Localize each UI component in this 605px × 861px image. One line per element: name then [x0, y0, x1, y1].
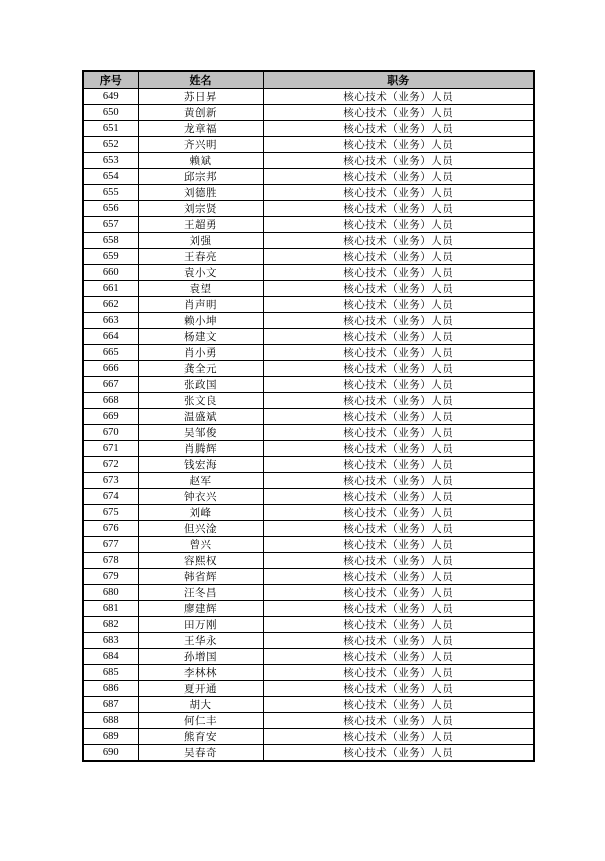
name-cell: 刘德胜	[138, 185, 263, 201]
position-cell: 核心技术（业务）人员	[263, 569, 534, 585]
position-cell: 核心技术（业务）人员	[263, 553, 534, 569]
serial-number-cell: 667	[83, 377, 138, 393]
position-cell: 核心技术（业务）人员	[263, 681, 534, 697]
name-cell: 孙增国	[138, 649, 263, 665]
position-cell: 核心技术（业务）人员	[263, 361, 534, 377]
table-row	[83, 233, 534, 249]
position-cell: 核心技术（业务）人员	[263, 729, 534, 745]
table-row	[83, 649, 534, 665]
table-row	[83, 153, 534, 169]
serial-number-cell: 665	[83, 345, 138, 361]
name-cell: 黄创新	[138, 105, 263, 121]
serial-number-cell: 658	[83, 233, 138, 249]
serial-number-cell: 653	[83, 153, 138, 169]
position-cell: 核心技术（业务）人员	[263, 313, 534, 329]
serial-number-cell: 661	[83, 281, 138, 297]
name-cell: 何仁丰	[138, 713, 263, 729]
name-cell: 钱宏海	[138, 457, 263, 473]
serial-number-cell: 683	[83, 633, 138, 649]
name-cell: 廖建辉	[138, 601, 263, 617]
name-cell: 苏日昇	[138, 89, 263, 105]
table-row	[83, 505, 534, 521]
position-cell: 核心技术（业务）人员	[263, 249, 534, 265]
name-cell: 刘宗贤	[138, 201, 263, 217]
position-cell: 核心技术（业务）人员	[263, 489, 534, 505]
table-row	[83, 185, 534, 201]
position-cell: 核心技术（业务）人员	[263, 137, 534, 153]
serial-number-cell: 671	[83, 441, 138, 457]
name-cell: 王春亮	[138, 249, 263, 265]
position-cell: 核心技术（业务）人员	[263, 713, 534, 729]
serial-number-cell: 675	[83, 505, 138, 521]
table-row	[83, 409, 534, 425]
position-cell: 核心技术（业务）人员	[263, 121, 534, 137]
table-row	[83, 537, 534, 553]
name-cell: 李林林	[138, 665, 263, 681]
name-cell: 刘峰	[138, 505, 263, 521]
table-row	[83, 617, 534, 633]
table-row	[83, 89, 534, 105]
name-cell: 刘强	[138, 233, 263, 249]
name-cell: 但兴淦	[138, 521, 263, 537]
position-cell: 核心技术（业务）人员	[263, 745, 534, 762]
position-cell: 核心技术（业务）人员	[263, 425, 534, 441]
serial-number-cell: 681	[83, 601, 138, 617]
table-row	[83, 681, 534, 697]
table-row	[83, 521, 534, 537]
serial-number-cell: 672	[83, 457, 138, 473]
table-row	[83, 553, 534, 569]
position-cell: 核心技术（业务）人员	[263, 521, 534, 537]
serial-number-cell: 656	[83, 201, 138, 217]
table-row	[83, 377, 534, 393]
serial-number-cell: 687	[83, 697, 138, 713]
position-cell: 核心技术（业务）人员	[263, 649, 534, 665]
position-cell: 核心技术（业务）人员	[263, 617, 534, 633]
personnel-table	[82, 70, 535, 762]
name-cell: 张政国	[138, 377, 263, 393]
position-cell: 核心技术（业务）人员	[263, 169, 534, 185]
table-row	[83, 713, 534, 729]
serial-number-cell: 680	[83, 585, 138, 601]
table-header-row	[83, 71, 534, 89]
serial-number-cell: 682	[83, 617, 138, 633]
serial-number-cell: 673	[83, 473, 138, 489]
table-row	[83, 665, 534, 681]
serial-number-cell: 676	[83, 521, 138, 537]
serial-number-cell: 649	[83, 89, 138, 105]
serial-number-cell: 688	[83, 713, 138, 729]
table-row	[83, 345, 534, 361]
position-cell: 核心技术（业务）人员	[263, 473, 534, 489]
table-row	[83, 457, 534, 473]
table-row	[83, 281, 534, 297]
serial-number-cell: 690	[83, 745, 138, 762]
name-cell: 邱宗邦	[138, 169, 263, 185]
name-cell: 钟衣兴	[138, 489, 263, 505]
position-cell: 核心技术（业务）人员	[263, 233, 534, 249]
name-cell: 龙章福	[138, 121, 263, 137]
name-cell: 齐兴明	[138, 137, 263, 153]
serial-number-cell: 674	[83, 489, 138, 505]
name-cell: 温盛斌	[138, 409, 263, 425]
name-cell: 杨建文	[138, 329, 263, 345]
table-row	[83, 297, 534, 313]
serial-number-cell: 654	[83, 169, 138, 185]
serial-number-cell: 684	[83, 649, 138, 665]
serial-number-cell: 650	[83, 105, 138, 121]
table-row	[83, 329, 534, 345]
position-cell: 核心技术（业务）人员	[263, 409, 534, 425]
serial-number-cell: 689	[83, 729, 138, 745]
header-position: 职务	[263, 71, 534, 89]
header-name: 姓名	[138, 71, 263, 89]
name-cell: 夏开通	[138, 681, 263, 697]
table-row	[83, 137, 534, 153]
position-cell: 核心技术（业务）人员	[263, 585, 534, 601]
table-row	[83, 121, 534, 137]
serial-number-cell: 662	[83, 297, 138, 313]
position-cell: 核心技术（业务）人员	[263, 265, 534, 281]
position-cell: 核心技术（业务）人员	[263, 505, 534, 521]
serial-number-cell: 659	[83, 249, 138, 265]
table-row	[83, 393, 534, 409]
position-cell: 核心技术（业务）人员	[263, 185, 534, 201]
position-cell: 核心技术（业务）人员	[263, 633, 534, 649]
serial-number-cell: 677	[83, 537, 138, 553]
name-cell: 汪冬昌	[138, 585, 263, 601]
table-row	[83, 201, 534, 217]
serial-number-cell: 678	[83, 553, 138, 569]
position-cell: 核心技术（业务）人员	[263, 665, 534, 681]
name-cell: 容熙权	[138, 553, 263, 569]
position-cell: 核心技术（业务）人员	[263, 345, 534, 361]
serial-number-cell: 651	[83, 121, 138, 137]
serial-number-cell: 670	[83, 425, 138, 441]
name-cell: 肖声明	[138, 297, 263, 313]
name-cell: 张文良	[138, 393, 263, 409]
table-row	[83, 697, 534, 713]
serial-number-cell: 663	[83, 313, 138, 329]
position-cell: 核心技术（业务）人员	[263, 217, 534, 233]
serial-number-cell: 664	[83, 329, 138, 345]
name-cell: 吴春奇	[138, 745, 263, 762]
serial-number-cell: 685	[83, 665, 138, 681]
header-serial-number: 序号	[83, 71, 138, 89]
name-cell: 赖斌	[138, 153, 263, 169]
name-cell: 田万刚	[138, 617, 263, 633]
name-cell: 吴邹俊	[138, 425, 263, 441]
table-row	[83, 265, 534, 281]
table-row	[83, 425, 534, 441]
name-cell: 王华永	[138, 633, 263, 649]
table-row	[83, 633, 534, 649]
table-row	[83, 473, 534, 489]
table-row	[83, 489, 534, 505]
name-cell: 赖小坤	[138, 313, 263, 329]
name-cell: 袁望	[138, 281, 263, 297]
position-cell: 核心技术（业务）人员	[263, 153, 534, 169]
position-cell: 核心技术（业务）人员	[263, 601, 534, 617]
table-row	[83, 585, 534, 601]
serial-number-cell: 686	[83, 681, 138, 697]
name-cell: 胡大	[138, 697, 263, 713]
position-cell: 核心技术（业务）人员	[263, 377, 534, 393]
position-cell: 核心技术（业务）人员	[263, 105, 534, 121]
position-cell: 核心技术（业务）人员	[263, 537, 534, 553]
position-cell: 核心技术（业务）人员	[263, 201, 534, 217]
serial-number-cell: 655	[83, 185, 138, 201]
table-row	[83, 361, 534, 377]
name-cell: 袁小文	[138, 265, 263, 281]
position-cell: 核心技术（业务）人员	[263, 297, 534, 313]
position-cell: 核心技术（业务）人员	[263, 441, 534, 457]
serial-number-cell: 657	[83, 217, 138, 233]
serial-number-cell: 666	[83, 361, 138, 377]
table-row	[83, 249, 534, 265]
table-row	[83, 729, 534, 745]
serial-number-cell: 668	[83, 393, 138, 409]
position-cell: 核心技术（业务）人员	[263, 457, 534, 473]
table-row	[83, 217, 534, 233]
name-cell: 熊育安	[138, 729, 263, 745]
table-row	[83, 169, 534, 185]
table-row	[83, 569, 534, 585]
name-cell: 韩省辉	[138, 569, 263, 585]
name-cell: 龚全元	[138, 361, 263, 377]
name-cell: 肖小勇	[138, 345, 263, 361]
serial-number-cell: 669	[83, 409, 138, 425]
name-cell: 赵军	[138, 473, 263, 489]
table-row	[83, 441, 534, 457]
position-cell: 核心技术（业务）人员	[263, 281, 534, 297]
name-cell: 肖腾辉	[138, 441, 263, 457]
position-cell: 核心技术（业务）人员	[263, 329, 534, 345]
position-cell: 核心技术（业务）人员	[263, 89, 534, 105]
name-cell: 王超勇	[138, 217, 263, 233]
table-row	[83, 601, 534, 617]
serial-number-cell: 660	[83, 265, 138, 281]
serial-number-cell: 679	[83, 569, 138, 585]
serial-number-cell: 652	[83, 137, 138, 153]
name-cell: 曾兴	[138, 537, 263, 553]
position-cell: 核心技术（业务）人员	[263, 393, 534, 409]
table-row	[83, 313, 534, 329]
table-row	[83, 105, 534, 121]
table-row	[83, 745, 534, 762]
table-body	[83, 89, 534, 762]
position-cell: 核心技术（业务）人员	[263, 697, 534, 713]
